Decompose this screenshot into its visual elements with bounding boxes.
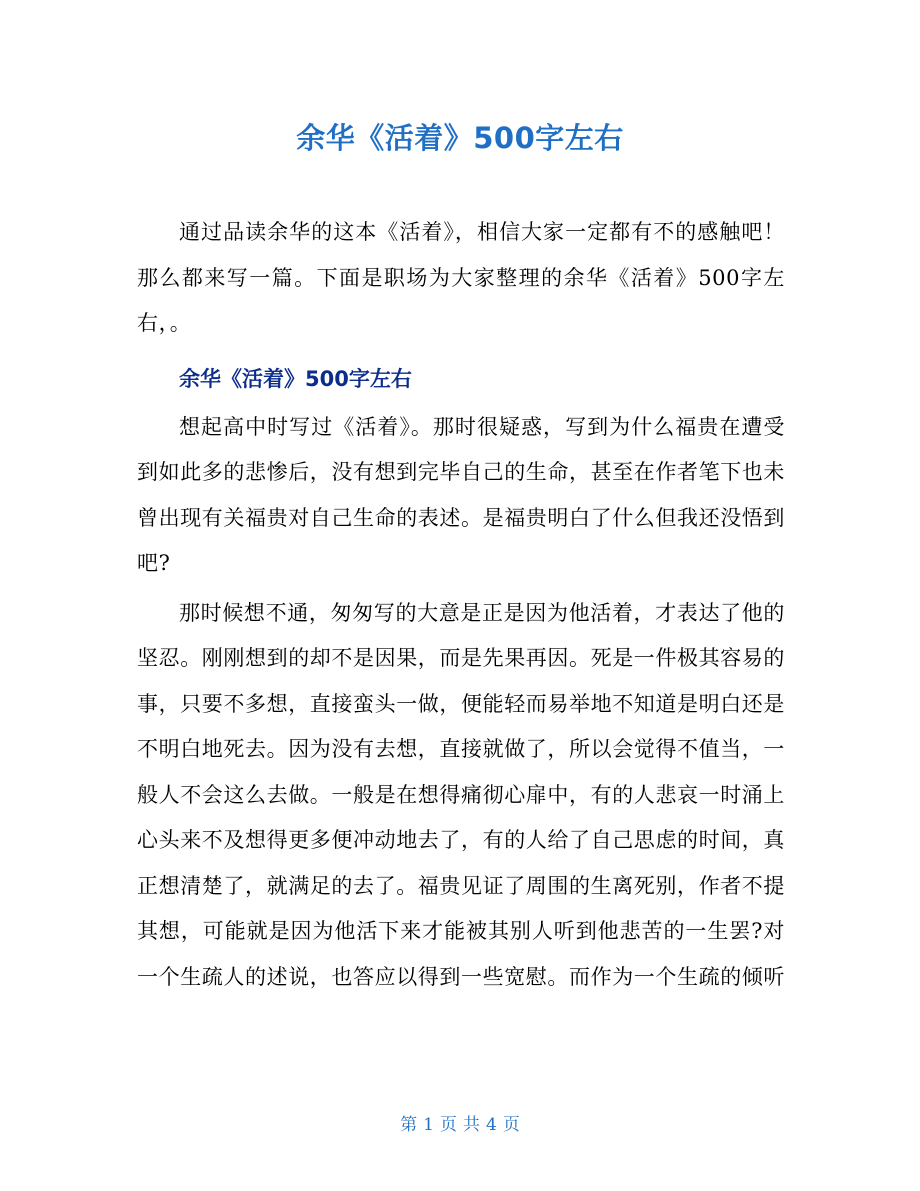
footer-current-page: 1 [423,1115,434,1135]
page-footer [0,1113,920,1137]
body-paragraph-2: 那时候想不通，匆匆写的大意是正是因为他活着，才表达了他的坚忍。刚刚想到的却不是因果，而是先果再因。死是一件极其容易的事，只要不多想，直接蛮头一做，便能轻而易举地不知道是明白还是不明白地死去。因为没有去想，直接就做了，所以会觉得不值当，一般人不会这么去做。一般是在想得痛彻心扉中，有的人悲哀一时涌上心头来不及想得更多便冲动地去了，有的人给了自己思虑的时间，真正想清楚了，就满足的去了。福贵见证了周围的生离死别，作者不提其想，可能就是因为他活下来才能被其别人听到他悲苦的一生罢?对一个生疏人的述说，也答应以得到一些宽慰。而作为一个生疏的倾听 [137,600,785,989]
document-title: 余华《活着》500字左右 [296,121,624,155]
body-paragraph-1: 想起高中时写过《活着》。那时很疑惑，写到为什么福贵在遭受到如此多的悲惨后，没有想到完毕自己的生命，甚至在作者笔下也未曾出现有关福贵对自己生命的表述。是福贵明白了什么但我还没悟到吧? [137,414,785,575]
footer-total-word: 共 [463,1115,480,1135]
document-body [137,210,785,1000]
intro-paragraph: 通过品读余华的这本《活着》，相信大家一定都有不的感触吧！那么都来写一篇。下面是职场为大家整理的余华《活着》500字左右，。 [137,220,785,335]
footer-total-pages: 4 [486,1115,497,1135]
section-heading: 余华《活着》500字左右 [179,366,412,391]
footer-suffix: 页 [502,1115,520,1135]
footer-prefix: 第 [400,1115,418,1135]
footer-page-word: 页 [440,1115,457,1135]
